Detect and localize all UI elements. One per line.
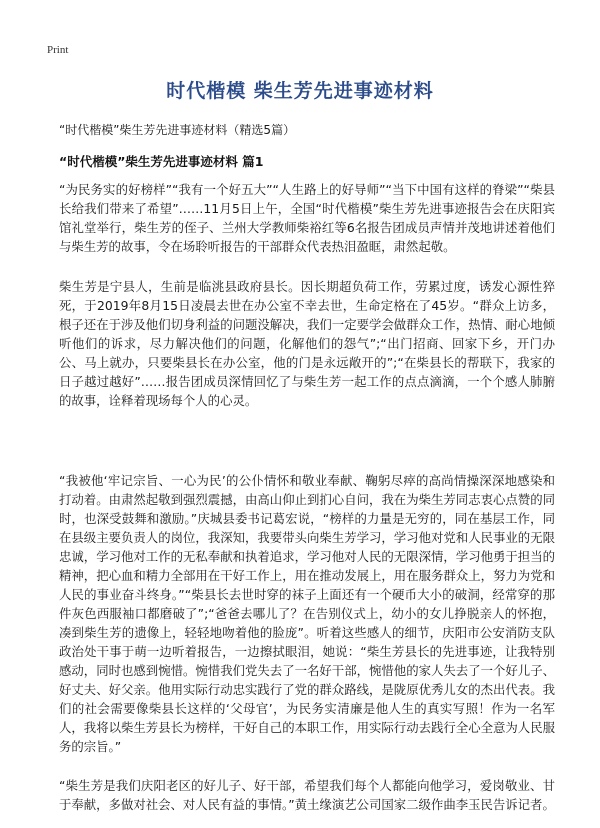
- paragraph-2: 柴生芳是宁县人，生前是临洮县政府县长。因长期超负荷工作，劳累过度，诱发心源性猝死，于2019年8月15日凌晨去世在办公室不幸去世，生命定格在了45岁。“群众上访多，根子还在于涉及他们切身利益的问题没解决，我们一定要学会做群众工作，热情、耐心地倾听他们的诉求，尽力解决他们的问题，化解他们的怨气”;“出门招商、回家下乡，开门办公、马上就办，只要柴县长在办公室，他的门是永远敞开的”;“在柴县长的帮联下，我家的日子越过越好”……报告团成员深情回忆了与柴生芳一起工作的点点滴滴，一个个感人肺腑的故事，诠释着现场每个人的心灵。: [59, 279, 555, 408]
- paragraph-1: “为民务实的好榜样”“我有一个好五大”“人生路上的好导师”“当下中国有这样的脊梁”“柴县长给我们带来了希望”……11月5日上午，全国“时代楷模”柴生芳先进事迹报告会在庆阳宾馆礼堂举行，柴生芳的侄子、兰州大学教师柴裕红等6名报告团成员声情并茂地讲述着他们与柴生芳的故事，令在场聆听报告的干部群众代表热泪盈眶，肃然起敬。: [59, 182, 555, 254]
- document-subtitle: “时代楷模”柴生芳先进事迹材料（精选5篇）: [59, 123, 296, 137]
- paragraph-4: “柴生芳是我们庆阳老区的好儿子、好干部，希望我们每个人都能向他学习，爱岗敬业、甘于奉献，多做对社会、对人民有益的事情。”黄土缘演艺公司国家二级作曲李玉民告诉记者。: [59, 778, 555, 812]
- print-label[interactable]: Print: [47, 44, 69, 56]
- document-title: 时代楷模 柴生芳先进事迹材料: [166, 80, 434, 102]
- section-heading: “时代楷模”柴生芳先进事迹材料 篇1: [59, 154, 264, 169]
- paragraph-3: “我被他‘牢记宗旨、一心为民’的公仆情怀和敬业奉献、鞠躬尽瘁的高尚情操深深地感染和打动着。由肃然起敬到强烈震撼，由高山仰止到扪心自问，我在为柴生芳同志衷心点赞的同时，也深受鼓舞和激励。”庆城县委书记葛宏说，“榜样的力量是无穷的，同在基层工作，同在县级主要负责人的岗位，我深知，我要带头向柴生芳学习，学习他对党和人民事业的无限忠诚，学习他对工作的无私奉献和执着追求，学习他对人民的无限深情，学习他勇于担当的精神，把心血和精力全部用在干好工作上，用在推动发展上，用在服务群众上，努力为党和人民的事业奋斗终身。”“柴县长去世时穿的袜子上面还有一个硬币大小的破洞，经常穿的那件灰色西服袖口都磨破了”;“爸爸去哪儿了？在告别仪式上，幼小的女儿挣脱亲人的怀抱，凑到柴生芳的遗像上，轻轻地吻着他的脸庞”。听着这些感人的细节，庆阳市公安消防支队政治处干事于萌一边听着报告，一边擦拭眼泪，她说：“柴生芳县长的先进事迹，让我特别感动，同时也感到惋惜。惋惜我们党失去了一名好干部，惋惜他的家人失去了一个好儿子、好丈夫、好父亲。他用实际行动忠实践行了党的群众路线，是陇原优秀儿女的杰出代表。我们的社会需要像柴县长这样的‘父母官’，为民务实清廉是他人生的真实写照！作为一名军人，我将以柴生芳县长为榜样，干好自己的本职工作，用实际行动去践行全心全意为人民服务的宗旨。”: [59, 473, 555, 754]
